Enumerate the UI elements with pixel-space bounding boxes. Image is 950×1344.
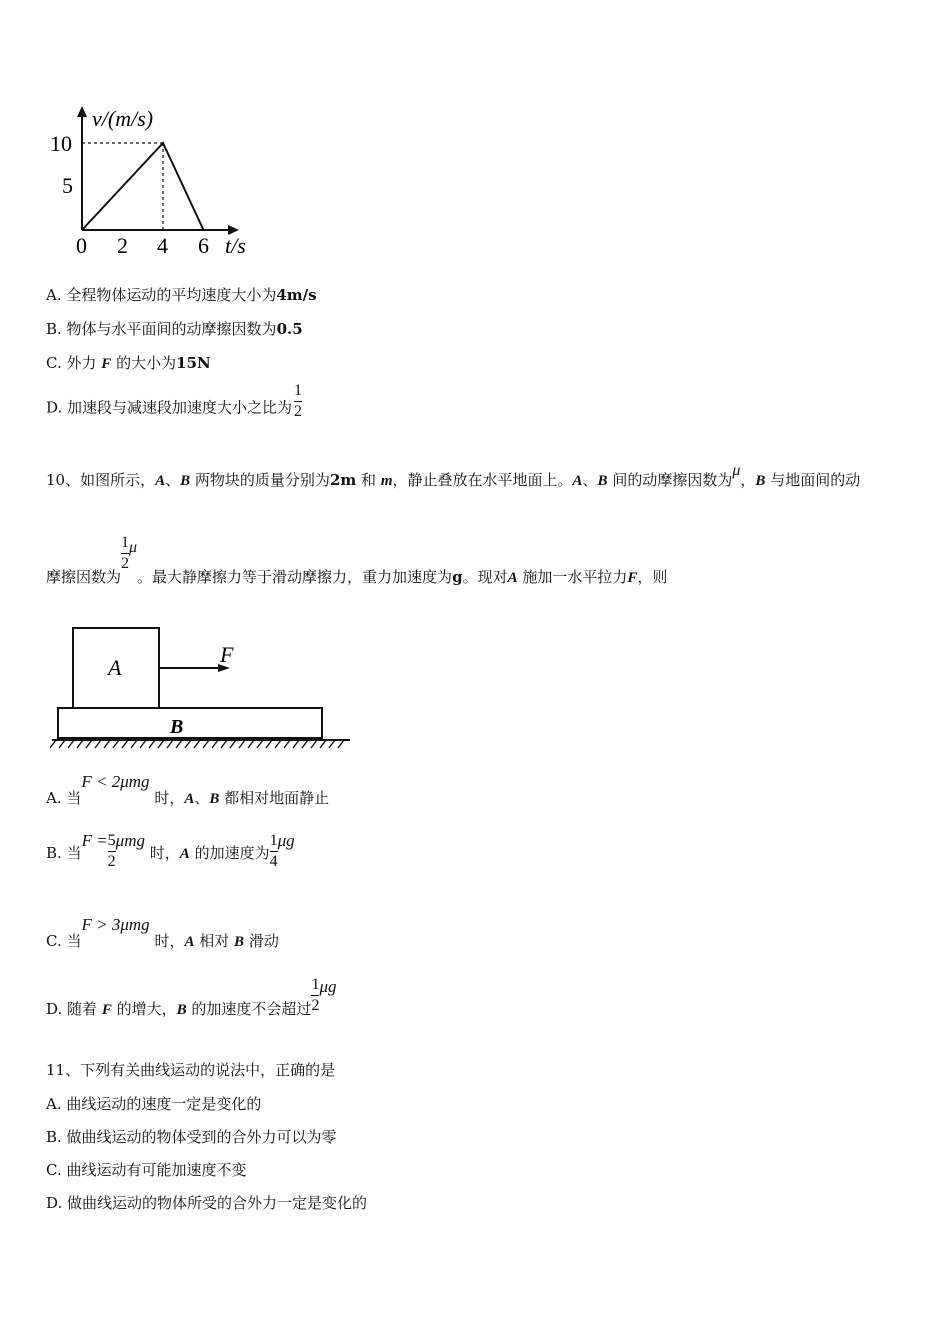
y-axis-arrow — [77, 106, 87, 117]
hatch-mark — [158, 740, 164, 748]
hatch-mark — [212, 740, 218, 748]
x-tick-4: 4 — [157, 233, 168, 258]
q9-option-d: D. 加速段与减速段加速度大小之比为 $\frac{1}{2}$ — [46, 382, 303, 420]
y-axis-label: v/(m/s) — [92, 106, 154, 131]
q10-stem-line1: 10、如图所示，A、B 两物块的质量分别为2m 和 m，静止叠放在水平地面上。A、B 间的动摩擦因数为μ，B 与地面间的动 — [46, 462, 861, 489]
hatch-mark — [320, 740, 326, 748]
ground-hatching — [50, 740, 344, 748]
hatch-mark — [221, 740, 227, 748]
block-a-label: A — [108, 655, 122, 680]
q9-option-b: B. 物体与水平面间的动摩擦因数为0.5 — [46, 320, 303, 338]
y-tick-10: 10 — [50, 131, 72, 156]
q11-option-d: D. 做曲线运动的物体所受的合外力一定是变化的 — [46, 1194, 368, 1212]
fraction-one-half: $\frac{1}{2}$ — [294, 382, 303, 420]
q10-option-a: A. 当F < 2μmg 时，A、B 都相对地面静止 — [46, 772, 330, 807]
hatch-mark — [59, 740, 65, 748]
hatch-mark — [185, 740, 191, 748]
hatch-mark — [293, 740, 299, 748]
hatch-mark — [86, 740, 92, 748]
fraction-one-half: $\frac{1}{2}$ — [311, 976, 320, 1014]
hatch-mark — [68, 740, 74, 748]
q11-option-b: B. 做曲线运动的物体受到的合外力可以为零 — [46, 1128, 337, 1146]
hatch-mark — [257, 740, 263, 748]
hatch-mark — [104, 740, 110, 748]
block-b — [58, 708, 322, 738]
q10-option-d: D. 随着 F 的增大，B 的加速度不会超过 $\frac{1}{2}$ μg — [46, 976, 337, 1018]
x-axis-label: t/s — [225, 233, 246, 258]
fraction-one-quarter: $\frac{1}{4}$ — [269, 832, 278, 870]
hatch-mark — [284, 740, 290, 748]
hatch-mark — [140, 740, 146, 748]
hatch-mark — [230, 740, 236, 748]
q10-stem-line2: 摩擦因数为 $\frac{1}{2}$ μ。最大静摩擦力等于滑动摩擦力，重力加速度为g。现对A 施加一水平拉力F，则 — [46, 534, 668, 586]
q11-option-a: A. 曲线运动的速度一定是变化的 — [46, 1095, 262, 1113]
x-tick-6: 6 — [198, 233, 209, 258]
q11-stem: 11、下列有关曲线运动的说法中，正确的是 — [46, 1061, 336, 1079]
block-b-label: B — [170, 716, 184, 738]
hatch-mark — [302, 740, 308, 748]
hatch-mark — [239, 740, 245, 748]
q10-option-c: C. 当F > 3μmg 时，A 相对 B 滑动 — [46, 915, 279, 950]
hatch-mark — [311, 740, 317, 748]
hatch-mark — [167, 740, 173, 748]
hatch-mark — [194, 740, 200, 748]
y-tick-5: 5 — [62, 173, 73, 198]
hatch-mark — [50, 740, 56, 748]
hatch-mark — [113, 740, 119, 748]
q9-option-c: C. 外力 F 的大小为15N — [46, 354, 211, 372]
q9-option-a: A. 全程物体运动的平均速度大小为4m/s — [46, 286, 317, 304]
fraction-five-halves: $\frac{5}{2}$ — [107, 832, 116, 870]
velocity-series-line — [82, 143, 204, 230]
hatch-mark — [275, 740, 281, 748]
blocks-figure — [50, 620, 360, 750]
x-tick-0: 0 — [76, 233, 87, 258]
fraction-one-half: $\frac{1}{2}$ — [121, 534, 130, 572]
velocity-time-graph — [40, 100, 270, 265]
force-label: F — [220, 642, 234, 667]
hatch-mark — [131, 740, 137, 748]
hatch-mark — [176, 740, 182, 748]
q11-option-c: C. 曲线运动有可能加速度不变 — [46, 1161, 247, 1179]
hatch-mark — [338, 740, 344, 748]
hatch-mark — [329, 740, 335, 748]
hatch-mark — [77, 740, 83, 748]
hatch-mark — [95, 740, 101, 748]
hatch-mark — [203, 740, 209, 748]
hatch-mark — [149, 740, 155, 748]
hatch-mark — [248, 740, 254, 748]
hatch-mark — [122, 740, 128, 748]
q10-option-b: B. 当F = $\frac{5}{2}$ μmg 时，A 的加速度为 $\frac{1}{4}$ μg — [46, 830, 295, 870]
hatch-mark — [266, 740, 272, 748]
x-tick-2: 2 — [117, 233, 128, 258]
